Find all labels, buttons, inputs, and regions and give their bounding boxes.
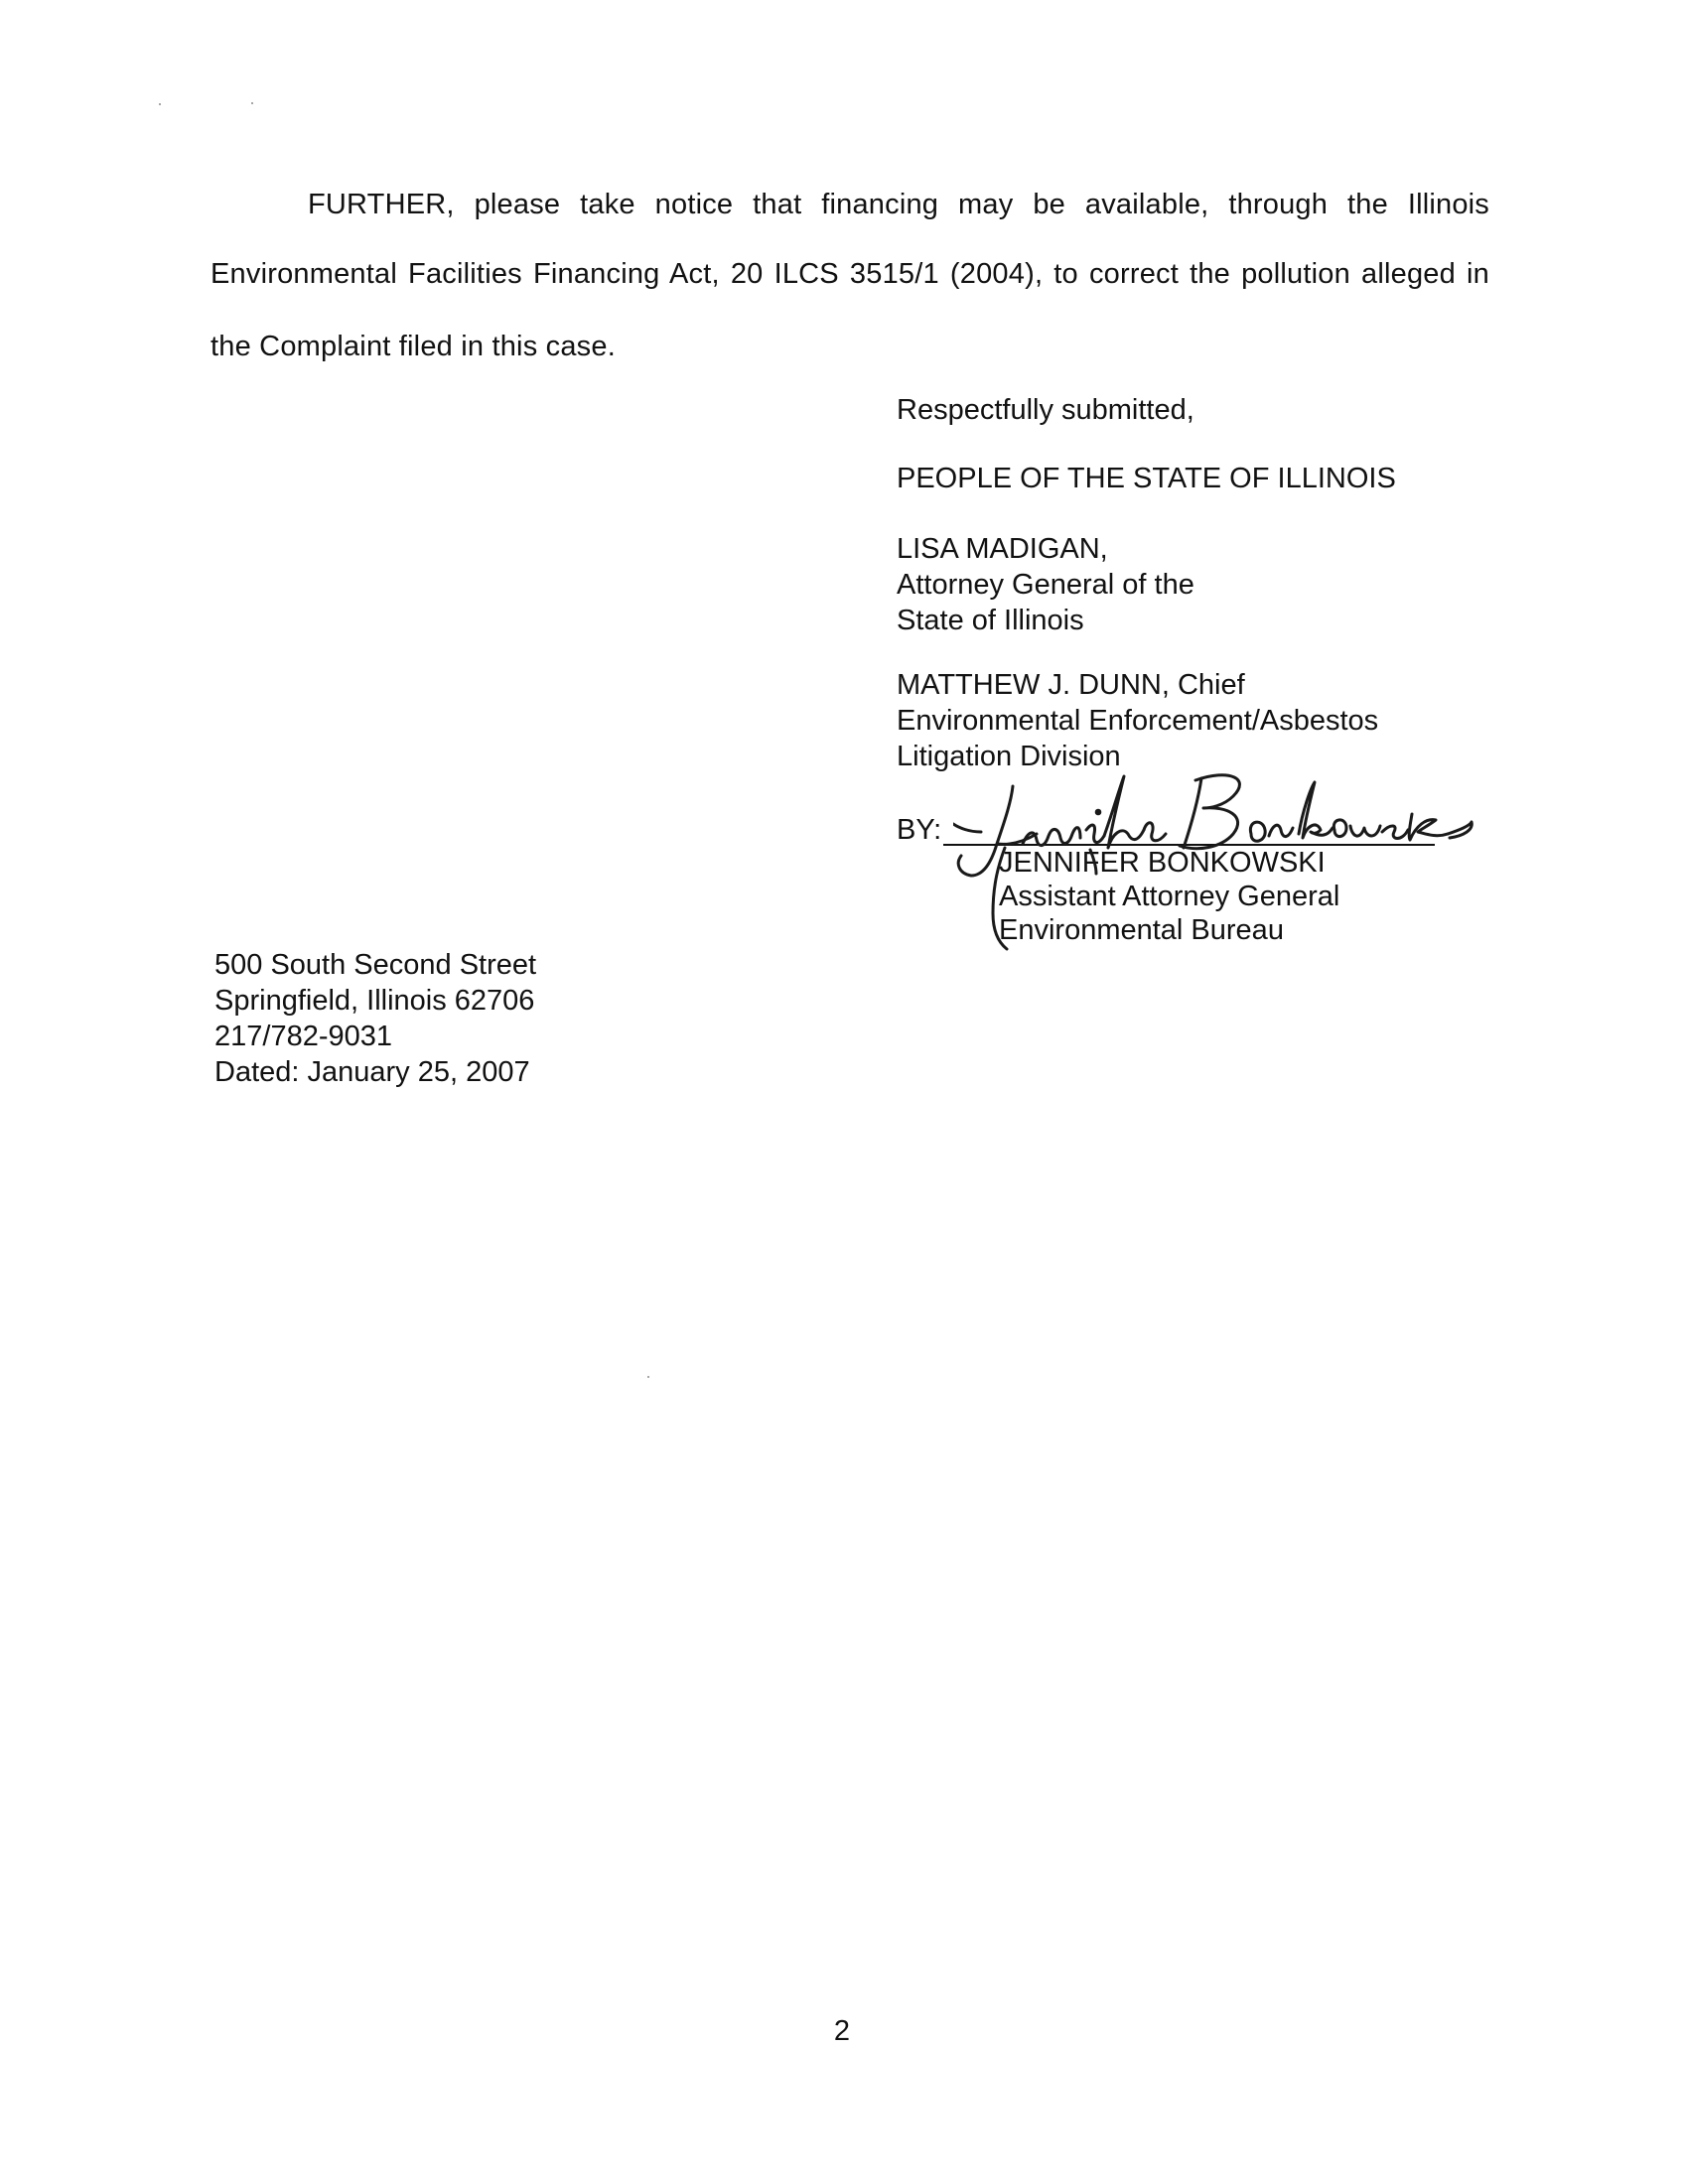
address-city: Springfield, Illinois 62706 bbox=[214, 985, 535, 1017]
address-street: 500 South Second Street bbox=[214, 949, 537, 981]
paragraph-line-1: FURTHER, please take notice that financing may be available, through the Illinois bbox=[308, 189, 1489, 220]
signatory-title-2: Environmental Bureau bbox=[999, 914, 1284, 946]
attorney-general-name: LISA MADIGAN, bbox=[897, 533, 1108, 565]
paragraph-line-2: Environmental Facilities Financing Act, 20 ILCS 3515/1 (2004), to correct the pollution alleged in bbox=[210, 258, 1489, 290]
by-label: BY: bbox=[897, 814, 942, 846]
address-phone: 217/782-9031 bbox=[214, 1021, 392, 1052]
attorney-general-title-1: Attorney General of the bbox=[897, 569, 1194, 601]
division-chief-title-2: Litigation Division bbox=[897, 741, 1121, 772]
paragraph-line-3: the Complaint filed in this case. bbox=[210, 331, 616, 362]
address-block bbox=[214, 947, 536, 1090]
party-name: PEOPLE OF THE STATE OF ILLINOIS bbox=[897, 463, 1396, 494]
scan-speck bbox=[251, 102, 253, 104]
address-dated: Dated: January 25, 2007 bbox=[214, 1056, 530, 1088]
respectfully-submitted: Respectfully submitted, bbox=[897, 394, 1194, 426]
handwritten-signature bbox=[953, 764, 1489, 963]
signatory-name: JENNIFER BONKOWSKI bbox=[999, 847, 1326, 879]
scan-speck bbox=[159, 103, 161, 105]
page-number: 2 bbox=[833, 2015, 851, 2047]
attorney-general-title-2: State of Illinois bbox=[897, 605, 1084, 636]
signatory-title-1: Assistant Attorney General bbox=[999, 881, 1340, 912]
scan-speck bbox=[647, 1376, 649, 1378]
division-chief-title-1: Environmental Enforcement/Asbestos bbox=[897, 705, 1379, 737]
division-chief-name: MATTHEW J. DUNN, Chief bbox=[897, 669, 1245, 701]
